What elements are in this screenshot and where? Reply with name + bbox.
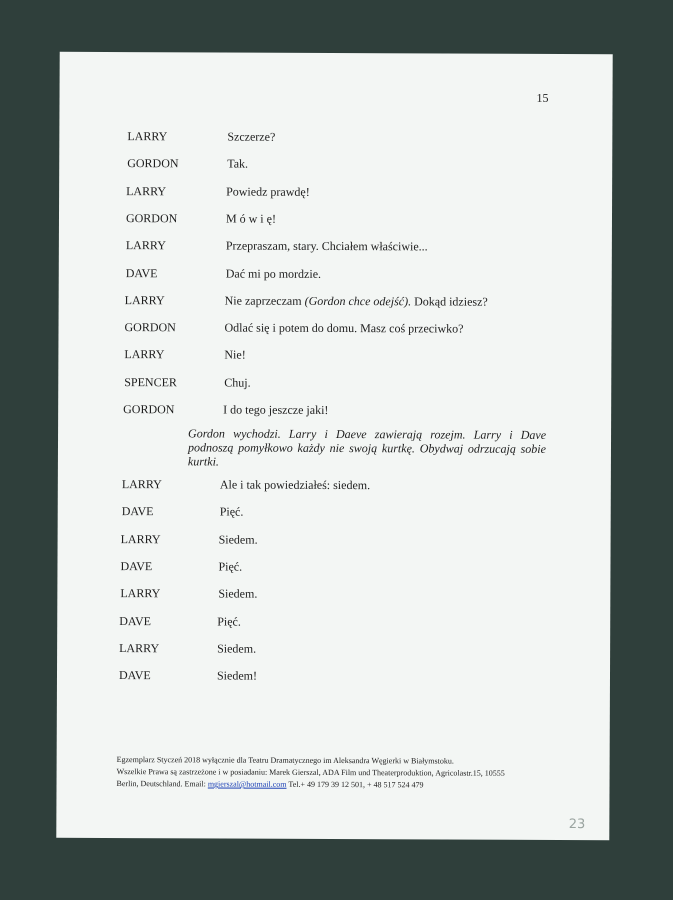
dialogue-line: Dać mi po mordzie. <box>225 266 322 281</box>
dialogue-line: M ó w i ę! <box>225 211 277 226</box>
speaker-name: DAVE <box>121 504 154 519</box>
footer-line-3 <box>116 778 546 792</box>
speaker-name: LARRY <box>127 129 168 144</box>
handwritten-page-mark: 23 <box>568 817 586 833</box>
dialogue-line: I do tego jeszcze jaki! <box>223 402 329 417</box>
footer-line-1: Egzemplarz Styczeń 2018 wyłącznie dla Teatru Dramatycznego im Aleksandra Węgierki w Białymstoku. <box>116 755 454 766</box>
speaker-name: LARRY <box>125 238 166 253</box>
inline-stage-direction: (Gordon chce odejść). <box>304 293 412 309</box>
footer-line-3-prefix: Berlin, Deutschland. Email: <box>116 779 208 789</box>
page-number: 15 <box>536 90 549 105</box>
dialogue-text: Dokąd idziesz? <box>411 294 488 309</box>
dialogue-line: Tak. <box>227 156 249 171</box>
dialogue-line <box>225 293 488 309</box>
stage-direction: Gordon wychodzi. Larry i Daeve zawierają rozejm. Larry i Dave podnoszą pomyłkowo każdy nie swoją kurtkę. Obydwaj odrzucają sobie kurtki. <box>187 426 547 469</box>
dialogue-line: Siedem. <box>218 586 258 601</box>
dialogue-line: Ale i tak powiedziałeś: siedem. <box>219 477 371 493</box>
dialogue-line: Siedem. <box>218 532 258 547</box>
copyright-footer <box>116 754 546 792</box>
script-page <box>56 52 612 840</box>
dialogue-line: Szczerze? <box>227 129 276 144</box>
dialogue-line: Powiedz prawdę! <box>226 184 310 199</box>
dialogue-line: Pięć. <box>217 613 241 629</box>
speaker-name: GORDON <box>124 320 176 335</box>
dialogue-line: Siedem! <box>216 668 258 683</box>
speaker-name: GORDON <box>125 210 178 226</box>
speaker-name: GORDON <box>127 156 179 171</box>
dialogue-line: Przepraszam, stary. Chciałem właściwie... <box>225 238 428 254</box>
speaker-name: GORDON <box>123 402 175 417</box>
speaker-name: LARRY <box>124 347 165 362</box>
speaker-name: SPENCER <box>124 374 177 389</box>
dialogue-line: Pięć. <box>219 504 244 519</box>
dialogue-line: Siedem. <box>217 641 257 656</box>
speaker-name: DAVE <box>118 668 151 683</box>
footer-line-3-suffix: Tel.+ 49 179 39 12 501, + 48 517 524 479 <box>286 779 424 790</box>
dialogue-line: Odlać się i potem do domu. Masz coś przeciwko? <box>224 320 464 336</box>
speaker-name: LARRY <box>126 183 167 198</box>
speaker-name: LARRY <box>124 292 165 308</box>
speaker-name: LARRY <box>121 477 162 492</box>
speaker-name: DAVE <box>119 613 152 628</box>
dialogue-line: Pięć. <box>218 559 243 574</box>
dialogue-line: Nie! <box>224 347 246 363</box>
speaker-name: LARRY <box>120 531 161 546</box>
dialogue-line: Chuj. <box>224 375 251 390</box>
footer-line-2: Wszelkie Prawa są zastrzeżone i w posiadaniu: Marek Gierszal, ADA Film und Theaterproduktion, Agricolastr.15, 10555 <box>116 767 505 778</box>
speaker-name: DAVE <box>125 265 158 280</box>
email-link[interactable]: mgierszal@hotmail.com <box>207 779 287 789</box>
speaker-name: DAVE <box>120 558 153 574</box>
dialogue-text: Nie zaprzeczam <box>224 293 305 308</box>
speaker-name: LARRY <box>120 586 161 601</box>
speaker-name: LARRY <box>119 640 160 656</box>
